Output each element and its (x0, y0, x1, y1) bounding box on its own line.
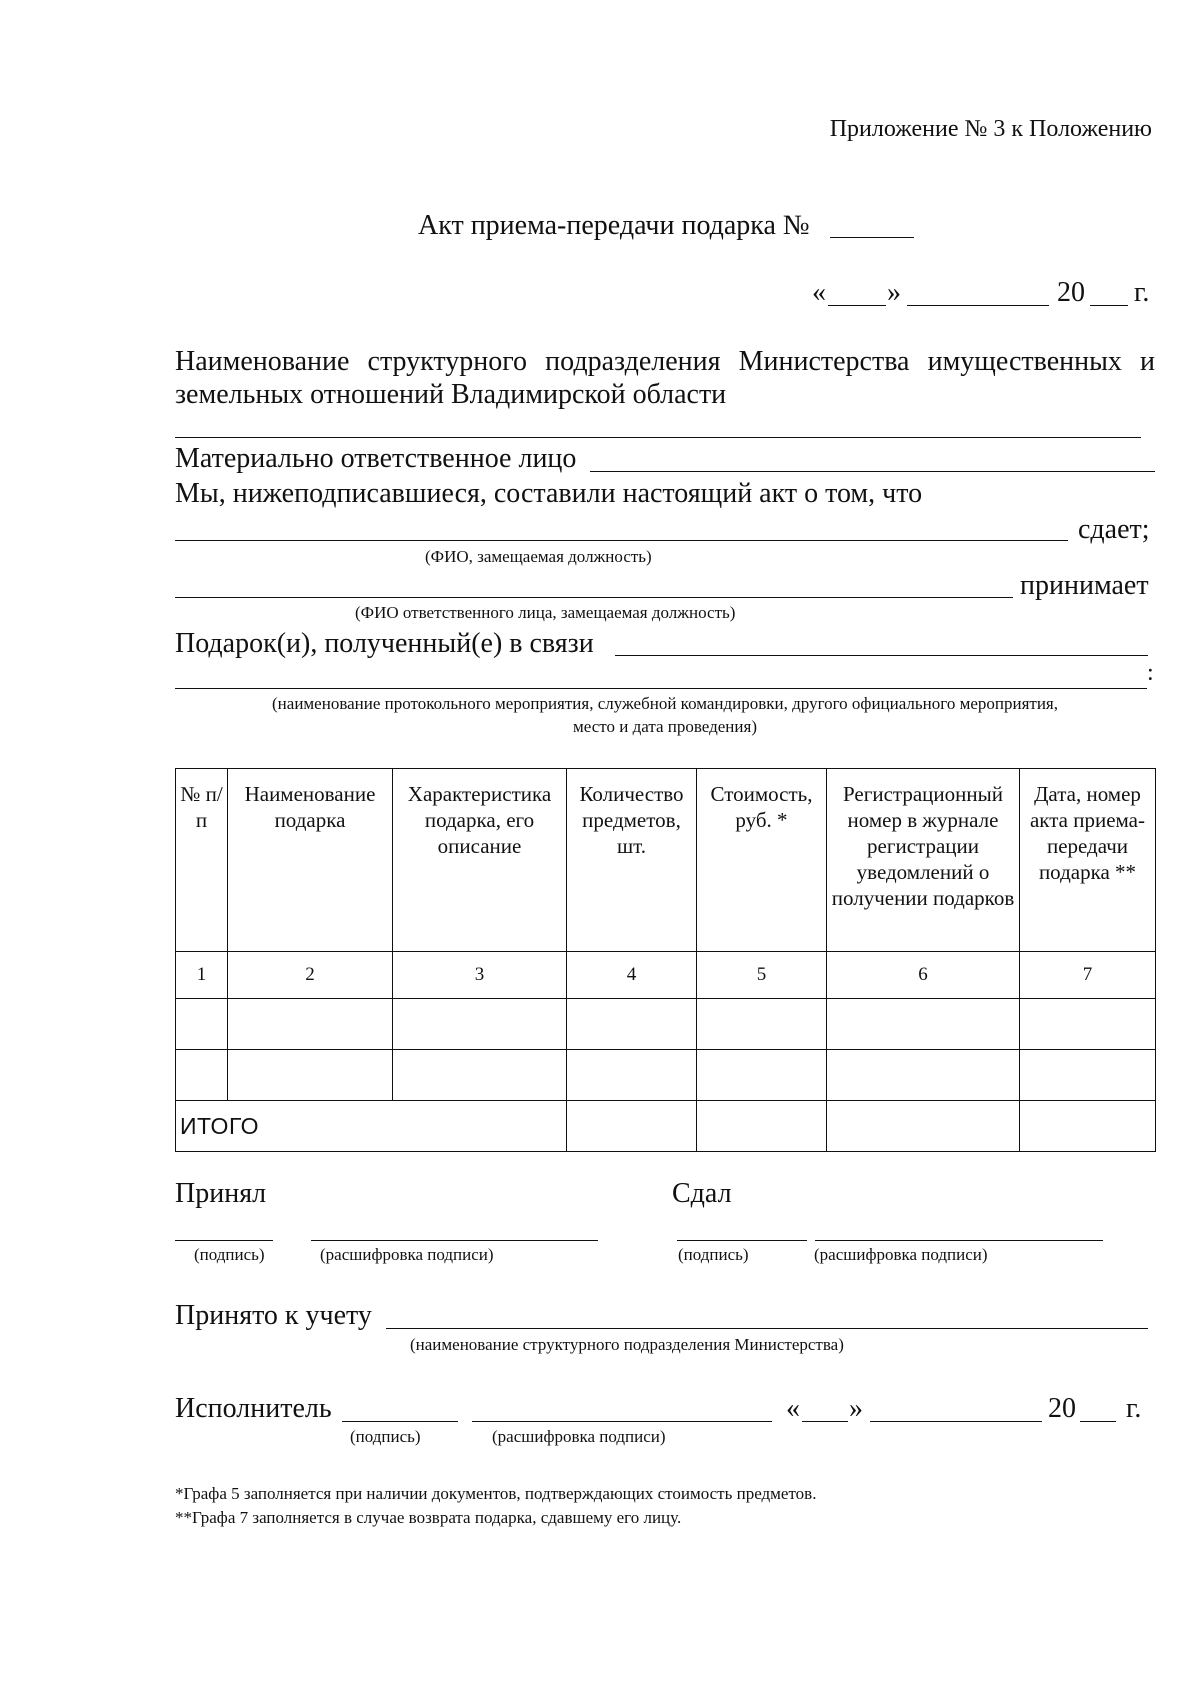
act-number-field[interactable] (830, 237, 914, 238)
header-cell: Дата, номер акта приема-передачи подарка ** (1020, 769, 1156, 952)
column-number: 2 (228, 952, 393, 999)
table-cell[interactable] (176, 999, 228, 1050)
footnote-2: **Графа 7 заполняется в случае возврата подарка, сдавшему его лицу. (175, 1508, 682, 1527)
column-number-row (176, 952, 1156, 999)
receiver-field[interactable] (175, 597, 1013, 598)
handed-signature-caption: (подпись) (678, 1245, 749, 1264)
receives-label: принимает (1020, 570, 1149, 601)
gives-label: сдает; (1078, 514, 1150, 545)
date-year-field[interactable] (1090, 305, 1128, 306)
giver-field[interactable] (175, 540, 1068, 541)
column-number: 3 (393, 952, 567, 999)
receiver-caption: (ФИО ответственного лица, замещаемая должность) (355, 603, 736, 622)
executor-signature-caption: (подпись) (350, 1427, 421, 1446)
executor-label: Исполнитель (175, 1393, 332, 1424)
responsible-person-label: Материально ответственное лицо (175, 443, 577, 474)
total-cost-cell[interactable] (697, 1101, 827, 1152)
accepted-signature-field[interactable] (175, 1240, 273, 1241)
column-number: 6 (827, 952, 1020, 999)
table-cell[interactable] (1020, 999, 1156, 1050)
colon-mark: : (1147, 660, 1154, 686)
appendix-reference: Приложение № 3 к Положению (829, 116, 1152, 142)
header-cell: № п/п (176, 769, 228, 952)
gifts-table (175, 768, 1156, 1152)
executor-date-year-suffix: г. (1126, 1393, 1142, 1424)
table-cell[interactable] (176, 1050, 228, 1101)
column-number: 7 (1020, 952, 1156, 999)
table-cell[interactable] (1020, 1050, 1156, 1101)
table-cell[interactable] (697, 999, 827, 1050)
act-title: Акт приема-передачи подарка № (418, 210, 810, 241)
accepted-decoding-field[interactable] (311, 1240, 598, 1241)
executor-signature-field[interactable] (342, 1421, 458, 1422)
handed-signature-field[interactable] (677, 1240, 807, 1241)
registered-caption: (наименование структурного подразделения Министерства) (410, 1335, 844, 1354)
gift-received-label: Подарок(и), полученный(е) в связи (175, 628, 594, 659)
total-row (176, 1101, 1156, 1152)
header-cell: Стоимость, руб. * (697, 769, 827, 952)
header-cell: Характеристика подарка, его описание (393, 769, 567, 952)
header-cell: Наименование подарка (228, 769, 393, 952)
event-caption-1: (наименование протокольного мероприятия, служебной командировки, другого официального мероприятия, (272, 694, 1058, 713)
executor-decoding-field[interactable] (472, 1421, 772, 1422)
department-name-field[interactable] (175, 437, 1141, 438)
handed-decoding-field[interactable] (815, 1240, 1103, 1241)
executor-decoding-caption: (расшифровка подписи) (492, 1427, 666, 1446)
handed-label: Сдал (672, 1178, 732, 1209)
total-cell[interactable] (1020, 1101, 1156, 1152)
executor-date-month-field[interactable] (870, 1421, 1042, 1422)
event-caption-2: место и дата проведения) (573, 717, 757, 736)
giver-caption: (ФИО, замещаемая должность) (425, 547, 652, 566)
date-day-field[interactable] (828, 305, 886, 306)
table-row (176, 999, 1156, 1050)
table-cell[interactable] (827, 1050, 1020, 1101)
table-cell[interactable] (228, 999, 393, 1050)
date-month-field[interactable] (907, 305, 1049, 306)
total-quantity-cell[interactable] (567, 1101, 697, 1152)
table-cell[interactable] (567, 1050, 697, 1101)
total-label: ИТОГО (176, 1101, 567, 1152)
executor-date-day-field[interactable] (802, 1421, 848, 1422)
gift-reason-field[interactable] (615, 655, 1148, 656)
column-number: 4 (567, 952, 697, 999)
accepted-label: Принял (175, 1178, 267, 1209)
responsible-person-field[interactable] (590, 471, 1155, 472)
header-cell: Регистрационный номер в журнале регистрации уведомлений о получении подарков (827, 769, 1020, 952)
registered-department-field[interactable] (386, 1328, 1148, 1329)
table-cell[interactable] (697, 1050, 827, 1101)
table-cell[interactable] (393, 1050, 567, 1101)
footnote-1: *Графа 5 заполняется при наличии документов, подтверждающих стоимость предметов. (175, 1484, 817, 1503)
table-cell[interactable] (228, 1050, 393, 1101)
executor-date-open-quote: « (786, 1393, 800, 1424)
handed-decoding-caption: (расшифровка подписи) (814, 1245, 988, 1264)
column-number: 1 (176, 952, 228, 999)
column-number: 5 (697, 952, 827, 999)
gift-reason-field-2[interactable] (175, 688, 1147, 689)
total-cell[interactable] (827, 1101, 1020, 1152)
registered-label: Принято к учету (175, 1300, 372, 1331)
executor-date-close-quote: » (849, 1393, 863, 1424)
accepted-signature-caption: (подпись) (194, 1245, 265, 1264)
table-cell[interactable] (827, 999, 1020, 1050)
table-row (176, 1050, 1156, 1101)
executor-date-year-prefix: 20 (1048, 1393, 1076, 1424)
accepted-decoding-caption: (расшифровка подписи) (320, 1245, 494, 1264)
statement-text: Мы, нижеподписавшиеся, составили настоящий акт о том, что (175, 478, 923, 509)
executor-date-year-field[interactable] (1080, 1421, 1116, 1422)
header-cell: Количество предметов, шт. (567, 769, 697, 952)
department-name: Наименование структурного подразделения Министерства имущественных и земельных отношений Владимирской области (175, 346, 1155, 410)
table-cell[interactable] (393, 999, 567, 1050)
table-header-row (176, 769, 1156, 952)
table-cell[interactable] (567, 999, 697, 1050)
